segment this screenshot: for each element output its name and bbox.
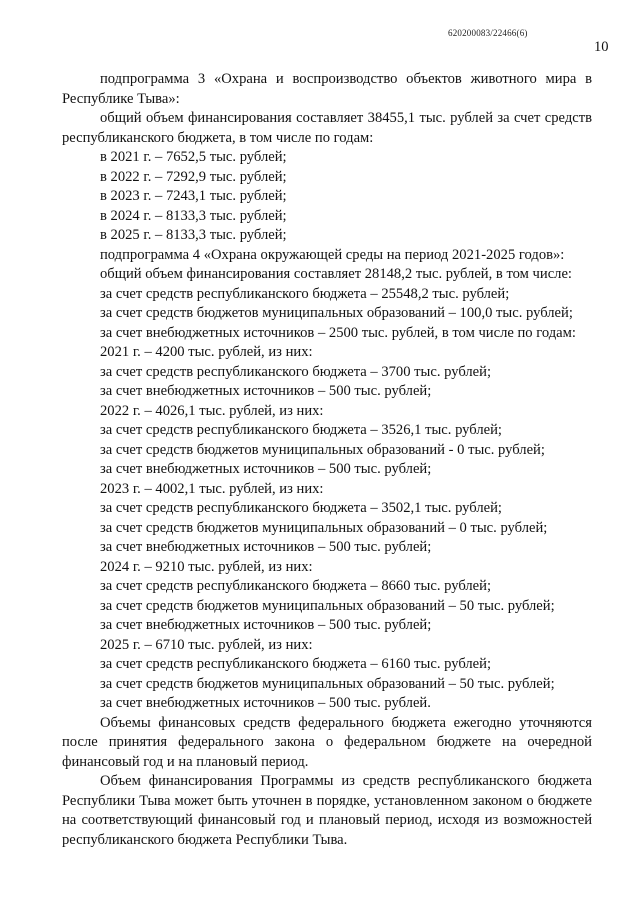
list-item: в 2022 г. – 7292,9 тыс. рублей; [100, 168, 287, 185]
list-item: за счет внебюджетных источников – 2500 тыс. рублей, в том числе по годам: [100, 324, 576, 341]
subprogram-4-lines [62, 246, 592, 714]
list-item: за счет средств бюджетов муниципальных образований - 0 тыс. рублей; [100, 441, 545, 458]
list-item: 2024 г. – 9210 тыс. рублей, из них: [100, 558, 313, 575]
list-item: за счет средств бюджетов муниципальных образований – 100,0 тыс. рублей; [100, 305, 573, 321]
list-item: за счет внебюджетных источников – 500 тыс. рублей. [100, 695, 431, 711]
list-item: за счет внебюджетных источников – 500 тыс. рублей; [100, 383, 432, 399]
list-item: за счет внебюджетных источников – 500 тыс. рублей; [100, 539, 432, 555]
list-item: 2025 г. – 6710 тыс. рублей, из них: [100, 636, 313, 653]
paragraph-federal-budget: Объемы финансовых средств федерального бюджета ежегодно уточняются после принятия федерального закона о федеральном бюджете на очередной финансовый год и на плановый период. [62, 714, 592, 770]
list-item: 2022 г. – 4026,1 тыс. рублей, из них: [100, 402, 324, 419]
list-item: общий объем финансирования составляет 28148,2 тыс. рублей, в том числе: [100, 266, 572, 282]
list-item: за счет внебюджетных источников – 500 тыс. рублей; [100, 461, 432, 477]
paragraph-subprogram-3-total: общий объем финансирования составляет 38455,1 тыс. рублей за счет средств республиканского бюджета, в том числе по годам: [62, 110, 592, 146]
page-number: 10 [594, 39, 609, 55]
list-item: за счет средств бюджетов муниципальных образований – 50 тыс. рублей; [100, 597, 555, 614]
list-item: в 2021 г. – 7652,5 тыс. рублей; [100, 149, 287, 165]
list-item: за счет средств республиканского бюджета – 8660 тыс. рублей; [100, 578, 492, 594]
list-item: за счет средств республиканского бюджета – 3526,1 тыс. рублей; [100, 422, 502, 438]
list-item: 2021 г. – 4200 тыс. рублей, из них: [100, 344, 313, 360]
list-item: за счет средств республиканского бюджета – 3700 тыс. рублей; [100, 363, 492, 380]
paragraph-republic-budget: Объем финансирования Программы из средств республиканского бюджета Республики Тыва может быть уточнен в порядке, установленном законом о бюджете на соответствующий финансовый год и плановый период, исходя из возможностей республиканского бюджета Республики Тыва. [62, 773, 592, 848]
list-item: за счет средств бюджетов муниципальных образований – 0 тыс. рублей; [100, 519, 548, 536]
list-item: в 2024 г. – 8133,3 тыс. рублей; [100, 207, 287, 224]
paragraph-subprogram-3-title: подпрограмма 3 «Охрана и воспроизводство объектов животного мира в Республике Тыва»: [62, 71, 592, 107]
subprogram-3-years-list [62, 148, 592, 246]
list-item: за счет средств республиканского бюджета – 3502,1 тыс. рублей; [100, 500, 502, 516]
list-item: 2023 г. – 4002,1 тыс. рублей, из них: [100, 480, 324, 497]
page-body [62, 70, 592, 850]
list-item: в 2025 г. – 8133,3 тыс. рублей; [100, 227, 287, 243]
list-item: за счет внебюджетных источников – 500 тыс. рублей; [100, 617, 432, 633]
list-item: за счет средств республиканского бюджета – 25548,2 тыс. рублей; [100, 285, 510, 302]
list-item: подпрограмма 4 «Охрана окружающей среды на период 2021-2025 годов»: [100, 246, 565, 263]
list-item: в 2023 г. – 7243,1 тыс. рублей; [100, 188, 287, 204]
document-id: 620200083/22466(6) [448, 28, 528, 38]
list-item: за счет средств республиканского бюджета – 6160 тыс. рублей; [100, 656, 492, 672]
list-item: за счет средств бюджетов муниципальных образований – 50 тыс. рублей; [100, 675, 555, 692]
